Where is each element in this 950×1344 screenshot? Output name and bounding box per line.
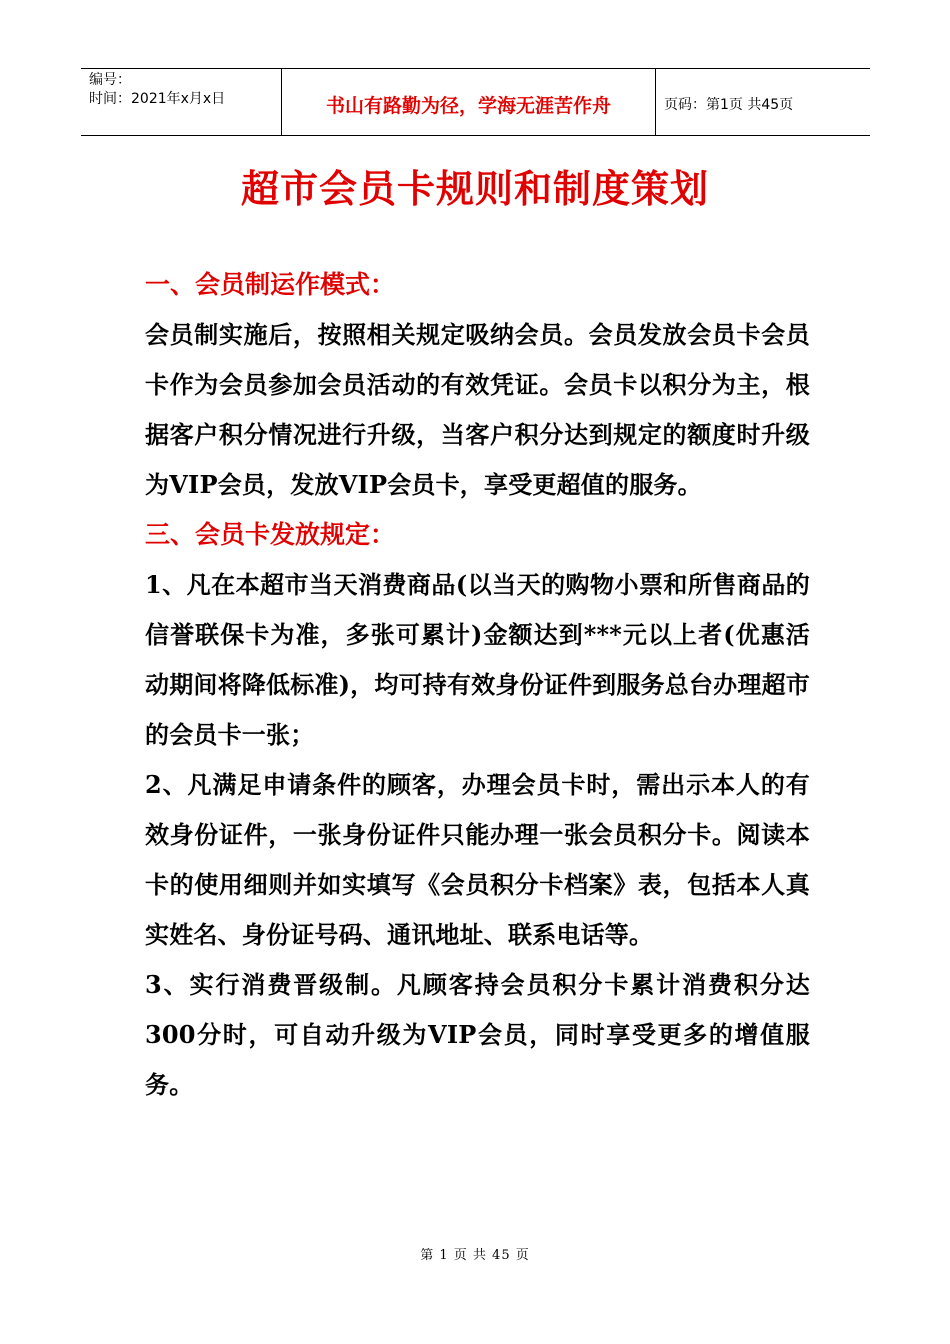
header-meta: [81, 69, 282, 135]
paragraph: 3、实行消费晋级制。凡顾客持会员积分卡累计消费积分达300分时，可自动升级为VIP会员，同时享受更多的增值服务。: [145, 970, 810, 1099]
paragraph: 会员制实施后，按照相关规定吸纳会员。会员发放会员卡会员卡作为会员参加会员活动的有效凭证。会员卡以积分为主，根据客户积分情况进行升级，当客户积分达到规定的额度时升级为VIP会员，发放VIP会员卡，享受更超值的服务。: [145, 320, 810, 499]
section-heading: 三、会员卡发放规定：: [145, 520, 396, 549]
paragraph: 1、凡在本超市当天消费商品(以当天的购物小票和所售商品的信誉联保卡为准，多张可累计)金额达到***元以上者(优惠活动期间将降低标准)，均可持有效身份证件到服务总台办理超市的会员卡一张；: [145, 570, 810, 749]
document-body: [145, 260, 810, 1110]
date-label: 时间：2021年x月x日: [89, 91, 226, 107]
page-header: [81, 68, 870, 136]
section-heading: 一、会员制运作模式：: [145, 270, 396, 299]
number-label: 编号：: [89, 72, 131, 88]
paragraph: 2、凡满足申请条件的顾客，办理会员卡时，需出示本人的有效身份证件，一张身份证件只能办理一张会员积分卡。阅读本卡的使用细则并如实填写《会员积分卡档案》表，包括本人真实姓名、身份证号码、通讯地址、联系电话等。: [145, 770, 810, 949]
header-page-info: 页码：第1页 共45页: [664, 97, 794, 113]
header-motto: 书山有路勤为径，学海无涯苦作舟: [282, 69, 656, 135]
document-title: 超市会员卡规则和制度策划: [240, 166, 709, 211]
page-footer: 第 1 页 共 45 页: [420, 1248, 530, 1263]
